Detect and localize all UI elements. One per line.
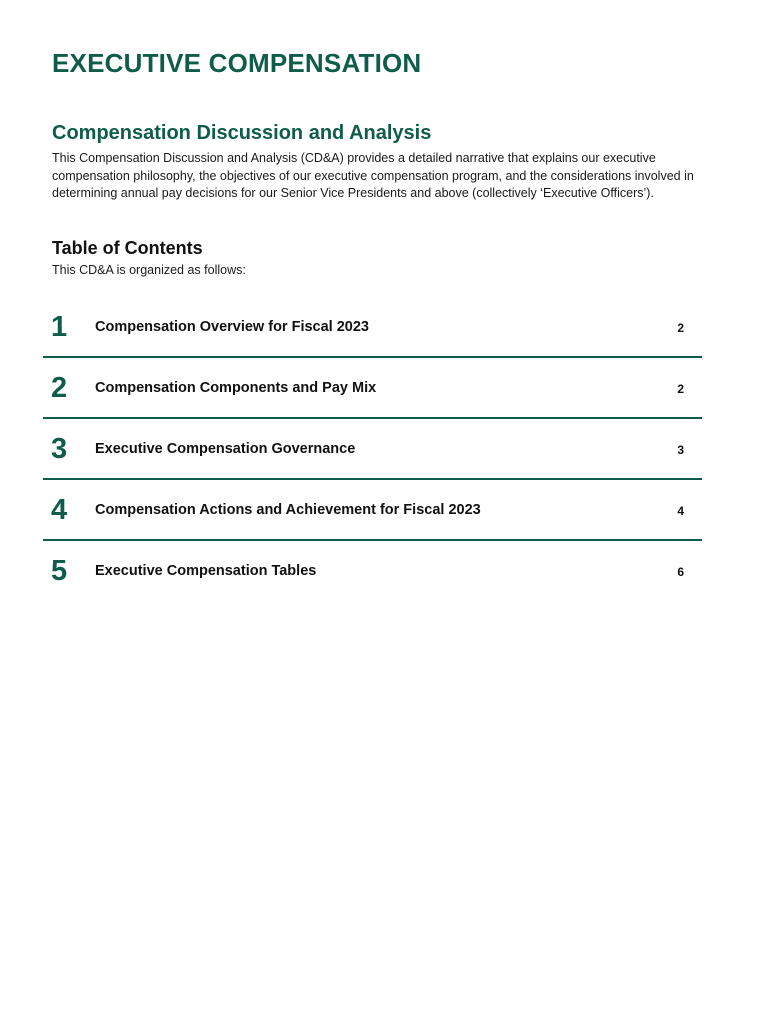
toc-heading: Table of Contents: [52, 238, 203, 258]
toc-item-label[interactable]: Compensation Components and Pay Mix: [95, 380, 377, 396]
toc-item-4[interactable]: [43, 480, 702, 541]
toc-item-1[interactable]: [43, 297, 702, 358]
toc-item-label[interactable]: Executive Compensation Tables: [95, 563, 317, 579]
toc-item-page: 6: [677, 565, 684, 579]
toc-subtitle: This CD&A is organized as follows:: [52, 263, 246, 277]
toc-item-3[interactable]: [43, 419, 702, 480]
table-of-contents: [43, 297, 702, 602]
toc-item-page: 4: [677, 504, 684, 518]
toc-item-number: 1: [51, 311, 68, 343]
toc-item-page: 2: [677, 321, 684, 335]
toc-item-page: 2: [677, 382, 684, 396]
intro-paragraph: This Compensation Discussion and Analysis (CD&A) provides a detailed narrative that explains our executive compensation philosophy, the objectives of our executive compensation program, and the considerations involved in determining annual pay decisions for our Senior Vice Presidents and above (collectively ‘Executive Officers’).: [52, 151, 694, 200]
toc-item-page: 3: [677, 443, 684, 457]
toc-item-5[interactable]: [43, 541, 702, 602]
toc-item-number: 4: [51, 494, 68, 526]
toc-item-2[interactable]: [43, 358, 702, 419]
toc-item-label[interactable]: Compensation Overview for Fiscal 2023: [95, 319, 369, 335]
toc-item-number: 5: [51, 555, 68, 587]
toc-item-number: 3: [51, 433, 68, 465]
toc-item-label[interactable]: Compensation Actions and Achievement for Fiscal 2023: [95, 502, 481, 518]
toc-item-number: 2: [51, 372, 68, 404]
section-heading: Compensation Discussion and Analysis: [52, 122, 432, 144]
toc-item-label[interactable]: Executive Compensation Governance: [95, 441, 356, 457]
page-title: EXECUTIVE COMPENSATION: [52, 48, 422, 78]
